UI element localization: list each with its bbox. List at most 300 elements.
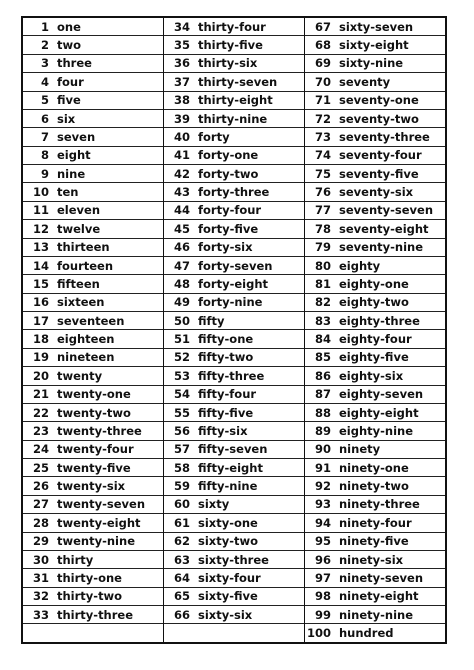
number-word: ninety-six <box>339 552 404 567</box>
number-numeral: 30 <box>32 552 49 567</box>
table-column-3 <box>304 18 445 642</box>
number-numeral: 36 <box>173 56 190 71</box>
table-row <box>305 55 445 73</box>
number-numeral: 72 <box>314 111 331 126</box>
number-numeral: 55 <box>173 405 190 420</box>
number-word: seven <box>57 129 96 144</box>
number-numeral: 45 <box>173 221 190 236</box>
number-word: thirty-eight <box>198 93 273 108</box>
number-word: sixteen <box>57 295 105 310</box>
number-word: eleven <box>57 203 101 218</box>
table-row <box>164 239 304 257</box>
number-word: nineteen <box>57 350 115 365</box>
number-numeral: 19 <box>32 350 49 365</box>
table-row <box>23 422 163 440</box>
table-row <box>305 477 445 495</box>
table-row <box>164 55 304 73</box>
table-row <box>305 514 445 532</box>
number-word: thirteen <box>57 240 110 255</box>
number-word: eighty-four <box>339 332 412 347</box>
number-word: ninety-five <box>339 534 409 549</box>
number-word: fifty-five <box>198 405 254 420</box>
empty-row <box>164 624 304 641</box>
number-word: five <box>57 93 81 108</box>
number-numeral: 80 <box>314 258 331 273</box>
number-word: ninety-nine <box>339 607 413 622</box>
table-row <box>305 92 445 110</box>
table-row <box>164 330 304 348</box>
table-row <box>305 533 445 551</box>
table-column-1 <box>23 18 163 642</box>
number-numeral: 68 <box>314 38 331 53</box>
number-word: twenty-five <box>57 460 131 475</box>
table-row <box>23 36 163 54</box>
number-word: forty-four <box>198 203 262 218</box>
number-word: eighty-eight <box>339 405 419 420</box>
number-numeral: 79 <box>314 240 331 255</box>
table-row <box>23 312 163 330</box>
number-numeral: 91 <box>314 460 331 475</box>
number-numeral: 54 <box>173 387 190 402</box>
table-row <box>23 73 163 91</box>
table-row <box>305 459 445 477</box>
table-row <box>23 92 163 110</box>
table-row <box>305 404 445 422</box>
number-numeral: 16 <box>32 295 49 310</box>
table-row <box>305 165 445 183</box>
number-numeral: 78 <box>314 221 331 236</box>
table-row <box>305 128 445 146</box>
number-numeral: 83 <box>314 313 331 328</box>
number-numeral: 38 <box>173 93 190 108</box>
number-word: ninety-four <box>339 515 412 530</box>
number-word: eighty-three <box>339 313 420 328</box>
number-numeral: 41 <box>173 148 190 163</box>
number-numeral: 15 <box>32 276 49 291</box>
number-word: thirty-four <box>198 19 266 34</box>
table-row <box>305 441 445 459</box>
table-row <box>164 514 304 532</box>
number-numeral: 10 <box>32 185 49 200</box>
number-numeral: 53 <box>173 368 190 383</box>
number-word: sixty-eight <box>339 38 409 53</box>
number-word: seventy-eight <box>339 221 429 236</box>
table-row <box>23 533 163 551</box>
number-word: fifty-eight <box>198 460 263 475</box>
number-word: seventy-seven <box>339 203 434 218</box>
number-word: two <box>57 38 82 53</box>
table-row <box>305 18 445 36</box>
number-numeral: 57 <box>173 442 190 457</box>
table-row <box>164 220 304 238</box>
number-word: sixty-two <box>198 534 258 549</box>
number-numeral: 27 <box>32 497 49 512</box>
number-numeral: 5 <box>40 93 49 108</box>
table-row <box>164 588 304 606</box>
table-row <box>305 624 445 641</box>
table-row <box>23 220 163 238</box>
number-numeral: 67 <box>314 19 331 34</box>
number-numeral: 12 <box>32 221 49 236</box>
number-word: seventeen <box>57 313 125 328</box>
number-numeral: 63 <box>173 552 190 567</box>
table-row <box>23 459 163 477</box>
table-row <box>23 441 163 459</box>
number-word: eighty-one <box>339 276 409 291</box>
number-numeral: 62 <box>173 534 190 549</box>
number-word: seventy <box>339 74 391 89</box>
number-numeral: 21 <box>32 387 49 402</box>
table-row <box>164 404 304 422</box>
table-row <box>23 477 163 495</box>
number-numeral: 73 <box>314 129 331 144</box>
number-numeral: 66 <box>173 607 190 622</box>
number-word: fifty-seven <box>198 442 268 457</box>
number-word: twenty-nine <box>57 534 135 549</box>
number-numeral: 46 <box>173 240 190 255</box>
number-numeral: 93 <box>314 497 331 512</box>
table-row <box>23 588 163 606</box>
table-row <box>23 294 163 312</box>
number-numeral: 44 <box>173 203 190 218</box>
number-word: fifty-four <box>198 387 257 402</box>
number-numeral: 48 <box>173 276 190 291</box>
number-word: forty-one <box>198 148 259 163</box>
table-row <box>164 367 304 385</box>
table-row <box>164 147 304 165</box>
number-word: seventy-three <box>339 129 430 144</box>
number-word: twenty-seven <box>57 497 146 512</box>
number-numeral: 17 <box>32 313 49 328</box>
number-word: thirty-nine <box>198 111 268 126</box>
number-numeral: 1 <box>40 19 49 34</box>
table-row <box>305 202 445 220</box>
number-numeral: 99 <box>314 607 331 622</box>
table-column-2 <box>163 18 304 642</box>
number-numeral: 34 <box>173 19 190 34</box>
table-row <box>23 606 163 624</box>
number-word: ten <box>57 185 79 200</box>
table-row <box>164 441 304 459</box>
number-numeral: 28 <box>32 515 49 530</box>
table-row <box>23 202 163 220</box>
table-row <box>305 496 445 514</box>
table-row <box>305 73 445 91</box>
number-word: forty-nine <box>198 295 263 310</box>
number-numeral: 100 <box>306 626 331 641</box>
table-row <box>164 459 304 477</box>
number-numeral: 25 <box>32 460 49 475</box>
table-row <box>23 55 163 73</box>
number-numeral: 69 <box>314 56 331 71</box>
number-numeral: 76 <box>314 185 331 200</box>
number-numeral: 40 <box>173 129 190 144</box>
number-word: eighteen <box>57 332 115 347</box>
table-row <box>164 477 304 495</box>
number-word: seventy-six <box>339 185 414 200</box>
number-numeral: 75 <box>314 166 331 181</box>
table-row <box>305 386 445 404</box>
table-row <box>164 275 304 293</box>
table-row <box>23 569 163 587</box>
number-numeral: 29 <box>32 534 49 549</box>
number-numeral: 23 <box>32 423 49 438</box>
number-word: eighty-nine <box>339 423 414 438</box>
number-word: forty-three <box>198 185 270 200</box>
number-numeral: 18 <box>32 332 49 347</box>
number-word: ninety-seven <box>339 570 424 585</box>
table-row <box>23 257 163 275</box>
table-row <box>23 496 163 514</box>
number-numeral: 85 <box>314 350 331 365</box>
number-numeral: 39 <box>173 111 190 126</box>
number-word: nine <box>57 166 86 181</box>
table-row <box>305 110 445 128</box>
number-numeral: 74 <box>314 148 331 163</box>
number-word: forty-seven <box>198 258 273 273</box>
number-word: forty-eight <box>198 276 268 291</box>
number-numeral: 64 <box>173 570 190 585</box>
number-word: sixty-five <box>198 589 258 604</box>
number-word: twenty-four <box>57 442 134 457</box>
number-word: eighty <box>339 258 381 273</box>
number-numeral: 49 <box>173 295 190 310</box>
table-row <box>164 551 304 569</box>
number-word: thirty-three <box>57 607 134 622</box>
number-numeral: 65 <box>173 589 190 604</box>
table-row <box>164 73 304 91</box>
number-numeral: 71 <box>314 93 331 108</box>
number-numeral: 8 <box>40 148 49 163</box>
number-word: thirty-one <box>57 570 122 585</box>
number-word: twenty-three <box>57 423 142 438</box>
number-word: eighty-five <box>339 350 409 365</box>
table-row <box>305 275 445 293</box>
number-word: fifty-one <box>198 332 254 347</box>
number-numeral: 84 <box>314 332 331 347</box>
number-numeral: 11 <box>32 203 49 218</box>
number-word: sixty-six <box>198 607 253 622</box>
table-row <box>164 386 304 404</box>
number-numeral: 77 <box>314 203 331 218</box>
table-row <box>305 330 445 348</box>
table-row <box>23 110 163 128</box>
number-numeral: 2 <box>40 38 49 53</box>
table-row <box>164 183 304 201</box>
number-word: six <box>57 111 76 126</box>
table-row <box>305 294 445 312</box>
number-word: thirty-seven <box>198 74 278 89</box>
number-numeral: 82 <box>314 295 331 310</box>
number-word: twenty-six <box>57 479 126 494</box>
table-row <box>305 588 445 606</box>
table-row <box>23 147 163 165</box>
number-numeral: 33 <box>32 607 49 622</box>
number-numeral: 87 <box>314 387 331 402</box>
number-numeral: 60 <box>173 497 190 512</box>
number-word: eight <box>57 148 91 163</box>
number-word: forty <box>198 129 230 144</box>
number-word: fifty-three <box>198 368 265 383</box>
table-row <box>305 257 445 275</box>
table-row <box>23 165 163 183</box>
number-numeral: 47 <box>173 258 190 273</box>
number-numeral: 24 <box>32 442 49 457</box>
table-row <box>23 239 163 257</box>
number-word: fifty-nine <box>198 479 258 494</box>
table-row <box>23 404 163 422</box>
number-numeral: 56 <box>173 423 190 438</box>
number-numeral: 88 <box>314 405 331 420</box>
number-numeral: 43 <box>173 185 190 200</box>
number-word: hundred <box>339 626 394 641</box>
table-row <box>164 202 304 220</box>
number-numeral: 32 <box>32 589 49 604</box>
number-word: twenty <box>57 368 103 383</box>
number-numeral: 86 <box>314 368 331 383</box>
number-word: sixty <box>198 497 230 512</box>
number-word: ninety-eight <box>339 589 419 604</box>
number-word: twenty-eight <box>57 515 141 530</box>
number-word: forty-five <box>198 221 259 236</box>
number-numeral: 97 <box>314 570 331 585</box>
number-numeral: 52 <box>173 350 190 365</box>
table-row <box>164 533 304 551</box>
table-row <box>164 569 304 587</box>
table-row <box>23 514 163 532</box>
table-row <box>164 36 304 54</box>
number-numeral: 96 <box>314 552 331 567</box>
number-numeral: 50 <box>173 313 190 328</box>
number-numeral: 92 <box>314 479 331 494</box>
table-row <box>305 569 445 587</box>
number-word: ninety <box>339 442 381 457</box>
number-numeral: 61 <box>173 515 190 530</box>
table-row <box>23 349 163 367</box>
number-word: twenty-two <box>57 405 131 420</box>
table-row <box>305 606 445 624</box>
number-word: forty-six <box>198 240 253 255</box>
table-row <box>164 606 304 624</box>
number-word: eighty-six <box>339 368 404 383</box>
number-numeral: 35 <box>173 38 190 53</box>
number-word: eighty-seven <box>339 387 424 402</box>
empty-row <box>23 624 163 641</box>
table-row <box>164 312 304 330</box>
table-row <box>164 349 304 367</box>
number-word: fourteen <box>57 258 114 273</box>
number-word: sixty-nine <box>339 56 404 71</box>
number-numeral: 3 <box>40 56 49 71</box>
number-word: seventy-five <box>339 166 419 181</box>
number-numeral: 98 <box>314 589 331 604</box>
number-word: eighty-two <box>339 295 409 310</box>
number-word: seventy-two <box>339 111 419 126</box>
table-row <box>164 496 304 514</box>
table-row <box>23 386 163 404</box>
table-row <box>305 367 445 385</box>
number-word: one <box>57 19 81 34</box>
table-row <box>305 239 445 257</box>
number-word: thirty-two <box>57 589 123 604</box>
number-word: ninety-three <box>339 497 420 512</box>
table-row <box>305 349 445 367</box>
number-numeral: 31 <box>32 570 49 585</box>
number-numeral: 37 <box>173 74 190 89</box>
number-word: fifty-six <box>198 423 248 438</box>
number-numeral: 6 <box>40 111 49 126</box>
number-word: forty-two <box>198 166 259 181</box>
number-numeral: 90 <box>314 442 331 457</box>
number-numeral: 14 <box>32 258 49 273</box>
number-numeral: 4 <box>40 74 49 89</box>
number-numeral: 9 <box>40 166 49 181</box>
table-row <box>305 147 445 165</box>
table-row <box>164 128 304 146</box>
number-numeral: 70 <box>314 74 331 89</box>
table-row <box>164 18 304 36</box>
number-numeral: 59 <box>173 479 190 494</box>
number-word: sixty-seven <box>339 19 414 34</box>
table-row <box>305 551 445 569</box>
number-word: thirty <box>57 552 94 567</box>
table-row <box>164 165 304 183</box>
table-row <box>23 18 163 36</box>
number-word: fifty <box>198 313 225 328</box>
table-row <box>23 330 163 348</box>
table-row <box>164 92 304 110</box>
table-row <box>305 220 445 238</box>
number-numeral: 81 <box>314 276 331 291</box>
number-numeral: 13 <box>32 240 49 255</box>
table-row <box>23 551 163 569</box>
table-row <box>23 367 163 385</box>
number-word: thirty-five <box>198 38 263 53</box>
table-row <box>305 422 445 440</box>
number-word: twenty-one <box>57 387 131 402</box>
number-numeral: 58 <box>173 460 190 475</box>
number-word: ninety-two <box>339 479 409 494</box>
number-numeral: 7 <box>40 129 49 144</box>
number-numeral: 20 <box>32 368 49 383</box>
table-row <box>305 183 445 201</box>
number-word: seventy-four <box>339 148 422 163</box>
number-word: fifteen <box>57 276 100 291</box>
number-words-table <box>21 16 447 644</box>
table-row <box>23 128 163 146</box>
table-row <box>305 312 445 330</box>
number-word: ninety-one <box>339 460 409 475</box>
number-word: fifty-two <box>198 350 254 365</box>
number-word: thirty-six <box>198 56 258 71</box>
number-word: twelve <box>57 221 101 236</box>
number-numeral: 42 <box>173 166 190 181</box>
table-row <box>164 257 304 275</box>
number-numeral: 95 <box>314 534 331 549</box>
table-row <box>164 110 304 128</box>
table-row <box>164 422 304 440</box>
number-word: three <box>57 56 92 71</box>
number-numeral: 89 <box>314 423 331 438</box>
number-word: sixty-three <box>198 552 269 567</box>
table-row <box>164 294 304 312</box>
number-word: seventy-nine <box>339 240 424 255</box>
number-numeral: 26 <box>32 479 49 494</box>
number-numeral: 22 <box>32 405 49 420</box>
table-row <box>23 183 163 201</box>
number-numeral: 94 <box>314 515 331 530</box>
number-word: seventy-one <box>339 93 419 108</box>
